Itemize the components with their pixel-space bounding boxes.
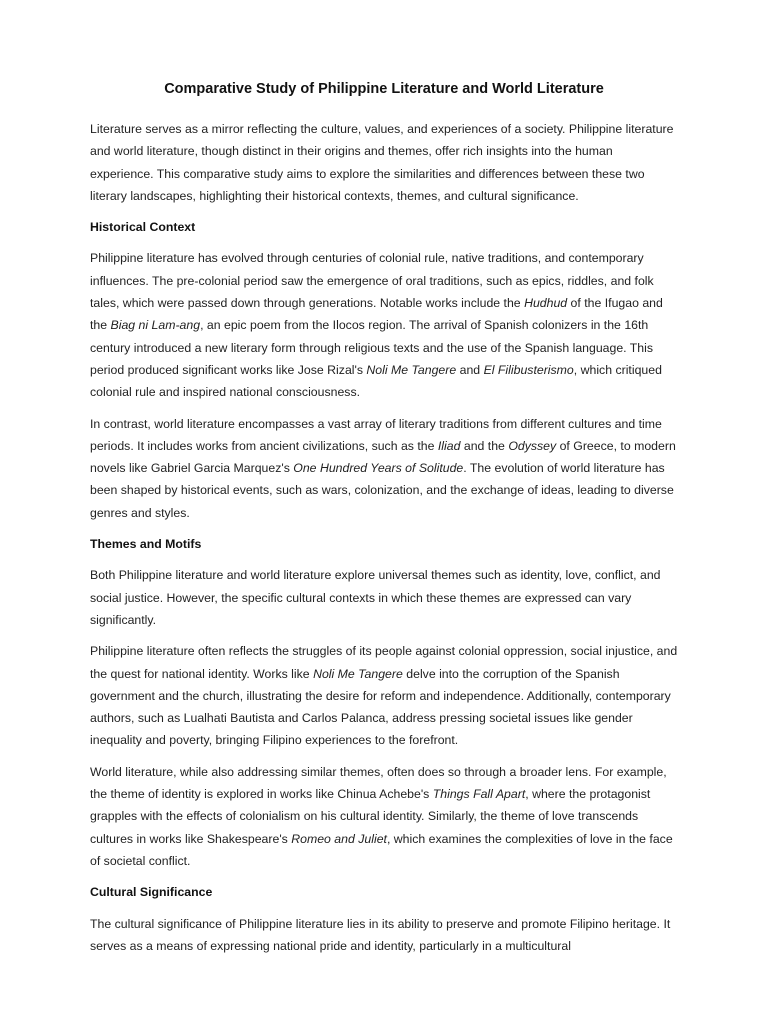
text-run: World literature, while also addressing similar themes, often does so through a broader lens. For example, the theme of identity is explored in works like Chinua Achebe's [90,764,667,802]
section-heading-historical-context: Historical Context [90,220,196,235]
text-run: of the Ifugao and the [90,296,663,333]
document-title: Comparative Study of Philippine Literature and World Literature [164,81,604,97]
italic-work-title: Noli Me Tangere [366,362,457,377]
section-heading-themes-and-motifs: Themes and Motifs [90,537,202,552]
section-heading-cultural-significance: Cultural Significance [90,885,213,900]
italic-work-title: Hudhud [524,296,568,311]
text-run: , which critiqued colonial rule and inspired national consciousness. [90,362,662,400]
text-run: delve into the corruption of the Spanish government and the church, illustrating the desire for reform and independence. Additionally, contemporary authors, such as Lualhati Bautista and Carlos Palanca, address pressing societal issues like gender inequality and poverty, bringing Filipino experiences to the forefront. [90,666,671,748]
italic-work-title: Noli Me Tangere [313,666,403,681]
text-run: , an epic poem from the Ilocos region. The arrival of Spanish colonizers in the 16th century introduced a new literary form through religious texts and the use of the Spanish language. This period produced significant works like Jose Rizal's [90,318,654,377]
italic-work-title: Odyssey [508,438,557,453]
italic-work-title: Biag ni Lam-ang [110,318,201,333]
italic-work-title: El Filibusterismo [483,362,574,377]
italic-work-title: Iliad [437,438,461,453]
text-run: In contrast, world literature encompasses a vast array of literary traditions from different cultures and time periods. It includes works from ancient civilizations, such as the [90,416,662,453]
text-run: Philippine literature often reflects the struggles of its people against colonial oppression, social injustice, and the quest for national identity. Works like [90,644,678,681]
text-run: and [456,362,484,377]
intro-paragraph: Literature serves as a mirror reflecting the culture, values, and experiences of a society. Philippine literature and world literature, though distinct in their origins and themes, offer rich insights into the human experience. This comparative study aims to explore the similarities and differences between these two literary landscapes, highlighting their historical contexts, themes, and cultural significance. [90,122,674,203]
italic-work-title: Things Fall Apart [432,787,526,802]
text-run: of Greece, to modern novels like Gabriel Garcia Marquez's [90,438,676,476]
text-run: and the [460,438,509,453]
themes-paragraph-3 [90,761,678,872]
text-run: , which examines the complexities of love in the face of societal conflict. [90,831,673,868]
themes-paragraph-2 [90,640,678,751]
italic-work-title: One Hundred Years of Solitude [293,461,464,476]
cultural-paragraph-1: The cultural significance of Philippine literature lies in its ability to preserve and promote Filipino heritage. It serves as a means of expressing national pride and identity, particularly in a multicultural [90,916,671,953]
italic-work-title: Romeo and Juliet [291,831,387,846]
text-run: . The evolution of world literature has been shaped by historical events, such as wars, colonization, and the exchange of ideas, leading to diverse genres and styles. [90,461,674,520]
historical-paragraph-1 [90,247,678,403]
themes-paragraph-1: Both Philippine literature and world literature explore universal themes such as identity, love, conflict, and social justice. However, the specific cultural contexts in which these themes are expressed can vary significantly. [90,568,661,627]
text-run: Philippine literature has evolved through centuries of colonial rule, native traditions, and contemporary influences. The pre-colonial period saw the emergence of oral traditions, such as epics, riddles, and folk tales, which were passed down through generations. Notable works include the [90,251,654,311]
historical-paragraph-2 [90,413,678,524]
text-run: , where the protagonist grapples with the effects of colonialism on his cultural identity. Similarly, the theme of love transcends cultures in works like Shakespeare's [90,787,651,846]
